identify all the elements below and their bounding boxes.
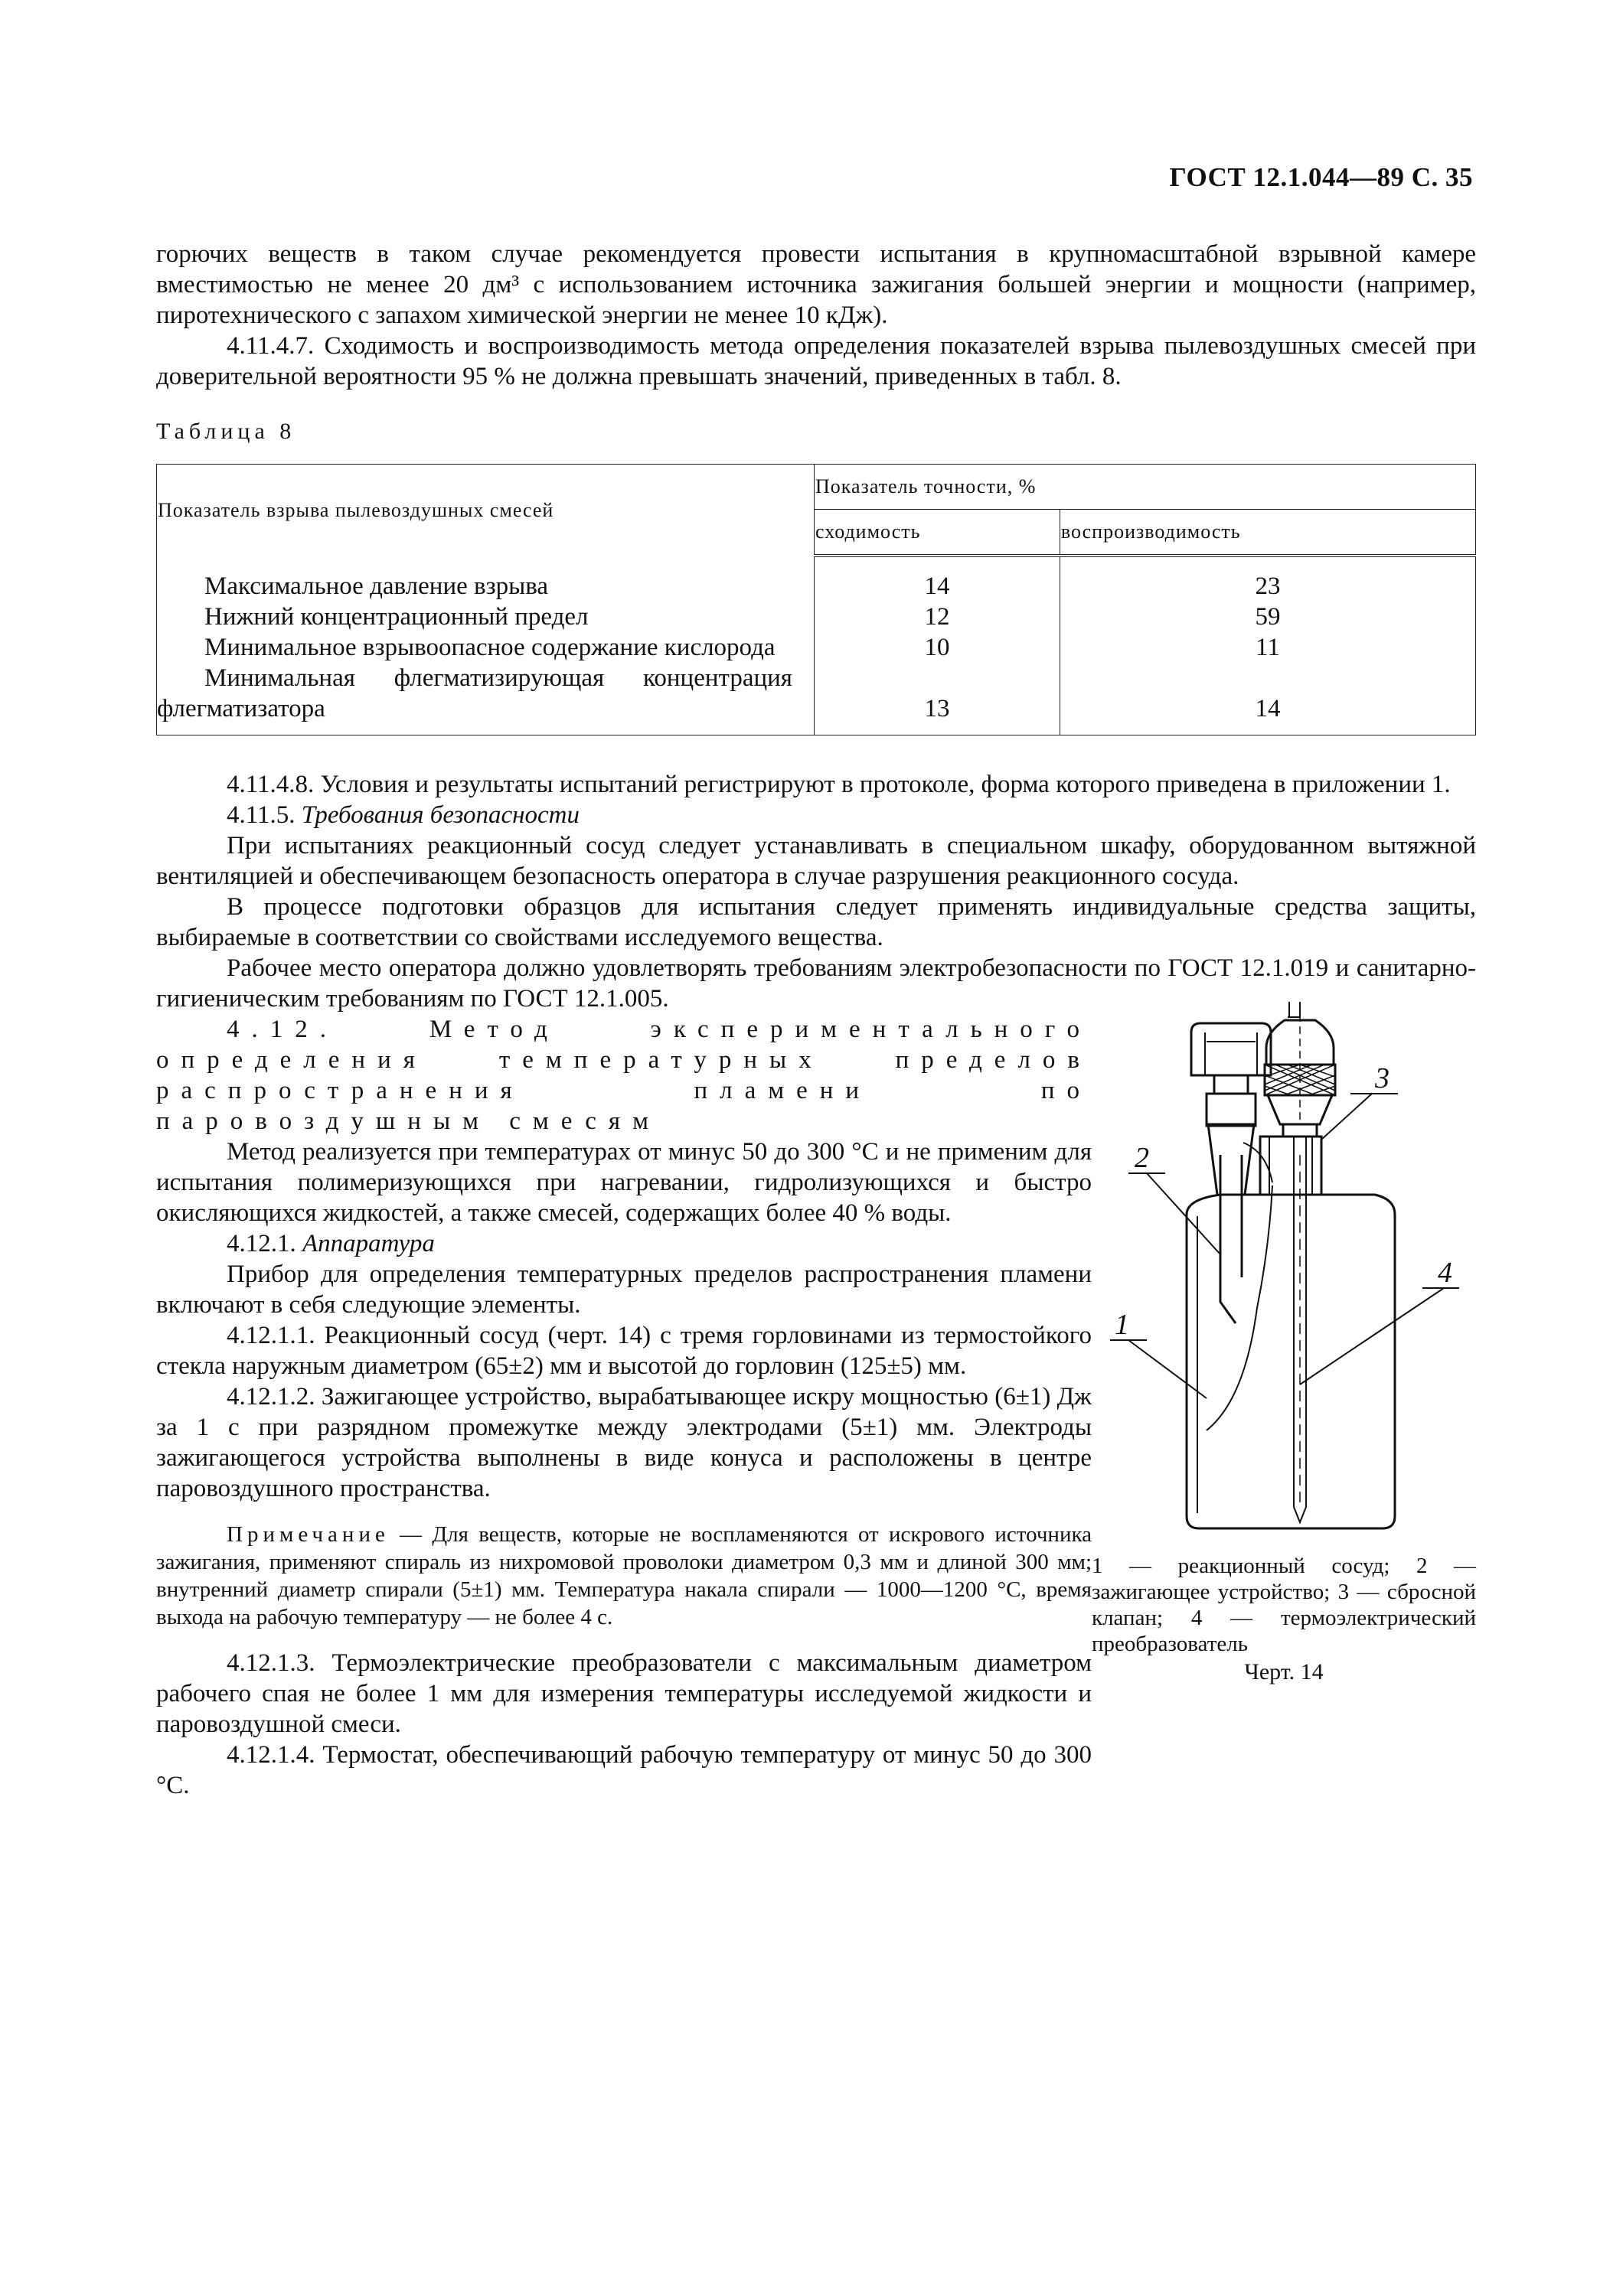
table-cell-name: Нижний концентрационный предел [204, 603, 589, 631]
note-paragraph [156, 1521, 1092, 1631]
left-neck [1208, 1124, 1254, 1195]
table-row [157, 602, 1476, 632]
paragraph-4-11-4-7: 4.11.4.7. Сходимость и воспроизводимость метода определения показателей взрыва пылевоздушных смесей при доверительной вероятности 95 % не должна превышать значений, приведенных в табл. 8. [156, 332, 1476, 390]
table-row [157, 663, 1476, 735]
table-cell-value: 14 [1060, 663, 1475, 735]
figure-label-2: 2 [1135, 1142, 1149, 1174]
wire [1207, 1186, 1272, 1430]
page-header: ГОСТ 12.1.044—89 С. 35 [1169, 162, 1473, 192]
device-paragraph: Прибор для определения температурных пределов распространения пламени включают в себя следующие элементы. [156, 1261, 1092, 1319]
figure-label-1: 1 [1115, 1309, 1129, 1341]
note-label: Примечание [227, 1522, 390, 1547]
safety-paragraph-2: В процессе подготовки образцов для испытания следует применять индивидуальные средства защиты, выбираемые в соответствии со свойствами исследуемого вещества. [156, 893, 1476, 951]
table-col-group-accuracy: Показатель точности, % [815, 465, 1476, 510]
paragraph-4-11-4-8: 4.11.4.8. Условия и результаты испытаний регистрируют в протоколе, форма которого приведена в приложении 1. [227, 771, 1451, 798]
left-cap [1191, 1023, 1271, 1075]
relief-valve [1288, 1002, 1300, 1017]
left-stopper [1207, 1094, 1256, 1126]
ignition-electrode [1220, 1155, 1236, 1323]
paragraph-4-12-1-2: 4.12.1.2. Зажигающее устройство, вырабатывающее искру мощностью (6±1) Дж за 1 с при разрядном промежутке между электродами (5±1) мм. Электроды зажигающегося устройства выполнены в виде конуса и расположены в центре паровоздушного пространства. [156, 1383, 1092, 1502]
table-cell-name: Минимальная флегматизирующая концентрация флегматизатора [157, 664, 792, 722]
section-4-12-heading: 4.12. Метод экспериментального определения температурных пределов распространения пламени по паровоздушным смесям [156, 1016, 1092, 1135]
table-row [157, 556, 1476, 602]
table-cell-name: Максимальное давление взрыва [204, 572, 549, 600]
figure-label-4: 4 [1438, 1257, 1452, 1289]
paragraph-4-12-1-1: 4.12.1.1. Реакционный сосуд (черт. 14) с тремя горловинами из термостойкого стекла наружным диаметром (65±2) мм и высотой до горловин (125±5) мм. [156, 1322, 1092, 1380]
table-col-indicator: Показатель взрыва пылевоздушных смесей [157, 465, 815, 556]
figure-title: Черт. 14 [1244, 1659, 1324, 1684]
table-cell-value: 59 [1060, 602, 1475, 632]
safety-paragraph-1: При испытаниях реакционный сосуд следует устанавливать в специальном шкафу, оборудованном вытяжной вентиляцией и обеспечивающем безопасность оператора в случае разрушения реакционного сосуда. [156, 832, 1476, 890]
safety-paragraph-3: Рабочее место оператора должно удовлетворять требованиям электробезопасности по ГОСТ 12.1.019 и санитарно-гигиеническим требованиям по ГОСТ 12.1.005. [156, 954, 1476, 1013]
table-col-convergence: сходимость [815, 510, 1060, 556]
figure-label-3: 3 [1375, 1062, 1390, 1094]
intro-paragraph: горючих веществ в таком случае рекомендуется провести испытания в крупномасштабной взрывной камере вместимостью не менее 20 дм³ с использованием источника зажигания большей энергии и мощности (например, пиротехнического с запахом химической энергии не менее 10 кДж). [156, 240, 1476, 329]
table-row [157, 632, 1476, 663]
table-cell-value: 13 [815, 663, 1060, 735]
table-cell-name: Минимальное взрывоопасное содержание кислорода [204, 634, 776, 661]
reaction-vessel-drawing [1092, 1002, 1476, 1553]
method-paragraph: Метод реализуется при температурах от минус 50 до 300 °С и не применим для испытания полимеризующихся при нагревании, гидролизующихся и быстро окисляющихся жидкостей, а также смесей, содержащих более 40 % воды. [156, 1138, 1092, 1227]
section-number: 4.12.1. [227, 1230, 296, 1257]
paragraph-4-12-1-3: 4.12.1.3. Термоэлектрические преобразователи с максимальным диаметром рабочего спая не более 1 мм для измерения температуры исследуемой жидкости и паровоздушной смеси. [156, 1649, 1092, 1738]
section-4-12-1 [156, 1228, 1092, 1259]
figure-caption: 1 — реакционный сосуд; 2 — зажигающее устройство; 3 — сбросной клапан; 4 — термоэлектрический преобразователь [1092, 1554, 1476, 1656]
paragraph-4-12-1-4: 4.12.1.4. Термостат, обеспечивающий рабочую температуру от минус 50 до 300 °С. [156, 1741, 1092, 1799]
section-title: Аппаратура [302, 1230, 435, 1257]
section-number: 4.11.5. [227, 801, 296, 829]
section-title: Требования безопасности [301, 801, 580, 829]
note-text: — Для веществ, которые не воспламеняются от искрового источника зажигания, применяют спираль из нихромовой проволоки диаметром 0,3 мм и длиной 300 мм; внутренний диаметр спирали (5±1) мм. Температура накала спирали — 1000—1200 °С, время выхода на рабочую температуру — не более 4 с. [156, 1522, 1092, 1629]
page-content [156, 239, 1476, 1801]
vessel-body [1187, 1195, 1395, 1528]
table-8 [156, 464, 1476, 735]
section-4-11-5 [156, 800, 1476, 830]
left-column [156, 1014, 1092, 1801]
table-col-reproducibility: воспроизводимость [1060, 510, 1475, 556]
table-cell-value: 14 [815, 556, 1060, 602]
table-cell-value: 10 [815, 632, 1060, 663]
table-label: Таблица 8 [156, 419, 296, 444]
table-cell-value: 23 [1060, 556, 1475, 602]
figure-column [1092, 1014, 1476, 1688]
table-cell-value: 12 [815, 602, 1060, 632]
table-cell-value: 11 [1060, 632, 1475, 663]
